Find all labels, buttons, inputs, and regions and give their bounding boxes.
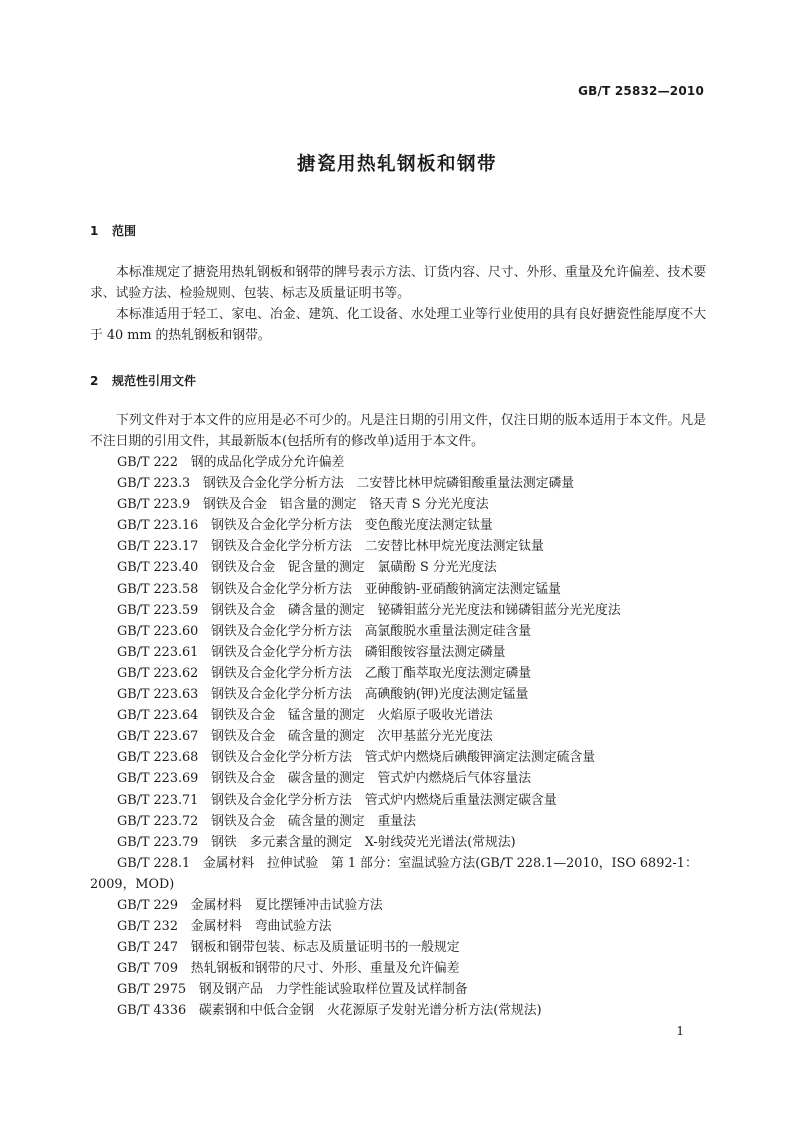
reference-title: 钢铁及合金 碳含量的测定 管式炉内燃烧后气体容量法 <box>211 771 532 787</box>
reference-title: 钢铁及合金化学分析方法 管式炉内燃烧后重量法测定碳含量 <box>211 792 557 808</box>
reference-item <box>90 768 706 789</box>
standard-code: GB/T 25832—2010 <box>578 84 704 98</box>
reference-code: GB/T 223.58 <box>117 581 199 597</box>
reference-item <box>90 832 706 853</box>
reference-code: GB/T 223.59 <box>117 602 199 618</box>
reference-item <box>90 557 706 578</box>
reference-item <box>90 515 706 536</box>
section-title: 规范性引用文件 <box>112 374 197 388</box>
reference-code: GB/T 223.71 <box>117 792 199 808</box>
reference-item <box>90 600 706 621</box>
reference-item <box>90 705 706 726</box>
reference-title-continuation: 2009，MOD) <box>90 876 175 892</box>
reference-item <box>90 663 706 684</box>
reference-title: 钢铁及合金 锰含量的测定 火焰原子吸收光谱法 <box>211 708 493 724</box>
reference-item <box>90 536 706 557</box>
reference-code: GB/T 223.64 <box>117 708 199 724</box>
reference-title: 钢铁及合金化学分析方法 高氯酸脱水重量法测定硅含量 <box>211 623 532 639</box>
reference-title: 钢的成品化学成分允许偏差 <box>190 455 345 470</box>
section-heading-normative-references <box>90 372 196 389</box>
reference-item <box>90 452 706 473</box>
reference-code: GB/T 223.17 <box>117 539 199 555</box>
references-intro-paragraph: 下列文件对于本文件的应用是必不可少的。凡是注日期的引用文件，仅注日期的版本适用于本文件。凡是不注日期的引用文件，其最新版本(包括所有的修改单)适用于本文件。 <box>90 413 706 449</box>
reference-code: GB/T 223.62 <box>117 665 199 681</box>
reference-title: 钢铁及合金 硫含量的测定 重量法 <box>211 813 416 829</box>
reference-code: GB/T 223.79 <box>117 834 199 850</box>
reference-item <box>90 811 706 832</box>
reference-item <box>90 895 706 916</box>
reference-item <box>90 790 706 811</box>
section-number: 1 <box>90 224 99 238</box>
reference-item <box>90 1000 706 1021</box>
reference-code: GB/T 223.67 <box>117 729 199 745</box>
reference-code: GB/T 4336 <box>117 1003 187 1019</box>
reference-title: 碳素钢和中低合金钢 火花源原子发射光谱分析方法(常规法) <box>198 1003 542 1019</box>
reference-title: 钢铁及合金化学分析方法 乙酸丁酯萃取光度法测定磷量 <box>211 665 532 681</box>
reference-list <box>90 452 706 1022</box>
reference-item <box>90 642 706 663</box>
scope-paragraph-2: 本标准适用于轻工、家电、冶金、建筑、化工设备、水处理工业等行业使用的具有良好搪瓷性能厚度不大于 40 mm 的热轧钢板和钢带。 <box>90 307 706 343</box>
reference-code: GB/T 223.72 <box>117 813 199 829</box>
reference-title: 钢铁及合金化学分析方法 变色酸光度法测定钛量 <box>211 518 493 534</box>
reference-code: GB/T 223.63 <box>117 687 199 703</box>
reference-item <box>90 494 706 515</box>
reference-item <box>90 473 706 494</box>
reference-title: 钢板和钢带包装、标志及质量证明书的一般规定 <box>190 940 460 956</box>
reference-code: GB/T 228.1 <box>117 855 191 871</box>
reference-title: 钢铁及合金 铌含量的测定 氯磺酚 S 分光光度法 <box>211 560 497 576</box>
reference-item <box>90 726 706 747</box>
reference-code: GB/T 223.16 <box>117 518 199 534</box>
reference-item <box>90 958 706 979</box>
document-title: 搪瓷用热轧钢板和钢带 <box>296 154 497 175</box>
reference-title: 钢铁及合金化学分析方法 磷钼酸铵容量法测定磷量 <box>211 644 506 660</box>
reference-code: GB/T 709 <box>117 961 178 977</box>
reference-item <box>90 579 706 600</box>
reference-item <box>90 937 706 958</box>
reference-title: 钢铁及合金 铝含量的测定 铬天青 S 分光光度法 <box>202 497 489 513</box>
reference-code: GB/T 223.40 <box>117 560 199 576</box>
reference-code: GB/T 247 <box>117 940 178 956</box>
reference-code: GB/T 229 <box>117 897 178 913</box>
reference-item <box>90 684 706 705</box>
reference-title: 金属材料 夏比摆锤冲击试验方法 <box>190 897 383 913</box>
reference-code: GB/T 223.68 <box>117 750 199 766</box>
reference-code: GB/T 223.69 <box>117 771 199 787</box>
reference-item <box>90 916 706 937</box>
reference-item <box>90 747 706 768</box>
reference-code: GB/T 223.9 <box>117 497 191 513</box>
reference-title: 金属材料 拉伸试验 第 1 部分：室温试验方法(GB/T 228.1—2010，ISO 6892-1： <box>202 855 698 871</box>
reference-title: 热轧钢板和钢带的尺寸、外形、重量及允许偏差 <box>190 961 460 977</box>
reference-title: 钢铁 多元素含量的测定 X-射线荧光光谱法(常规法) <box>211 834 516 850</box>
reference-title: 钢及钢产品 力学性能试验取样位置及试样制备 <box>198 982 468 998</box>
section-number: 2 <box>90 374 99 388</box>
reference-code: GB/T 232 <box>117 919 178 935</box>
reference-code: GB/T 223.60 <box>117 623 199 639</box>
reference-item <box>90 621 706 642</box>
reference-code: GB/T 223.3 <box>117 476 191 492</box>
reference-title: 钢铁及合金化学分析方法 二安替比林甲烷光度法测定钛量 <box>211 539 544 555</box>
page-number: 1 <box>676 1024 684 1038</box>
section-title: 范围 <box>112 224 137 238</box>
reference-title: 钢铁及合金化学分析方法 二安替比林甲烷磷钼酸重量法测定磷量 <box>202 476 575 492</box>
scope-paragraph-1: 本标准规定了搪瓷用热轧钢板和钢带的牌号表示方法、订货内容、尺寸、外形、重量及允许偏差、技术要求、试验方法、检验规则、包装、标志及质量证明书等。 <box>90 265 706 301</box>
reference-title: 钢铁及合金 磷含量的测定 铋磷钼蓝分光光度法和锑磷钼蓝分光光度法 <box>211 602 621 618</box>
reference-title: 钢铁及合金化学分析方法 高碘酸钠(钾)光度法测定锰量 <box>211 687 529 703</box>
section-heading-scope <box>90 222 136 239</box>
reference-title: 钢铁及合金化学分析方法 管式炉内燃烧后碘酸钾滴定法测定硫含量 <box>211 750 596 766</box>
reference-item <box>90 979 706 1000</box>
reference-title: 钢铁及合金 硫含量的测定 次甲基蓝分光光度法 <box>211 729 493 745</box>
reference-code: GB/T 2975 <box>117 982 187 998</box>
reference-code: GB/T 223.61 <box>117 644 199 660</box>
reference-title: 钢铁及合金化学分析方法 亚砷酸钠-亚硝酸钠滴定法测定锰量 <box>211 581 561 597</box>
reference-title: 金属材料 弯曲试验方法 <box>190 919 332 935</box>
reference-code: GB/T 222 <box>117 455 178 470</box>
reference-item <box>90 853 706 895</box>
